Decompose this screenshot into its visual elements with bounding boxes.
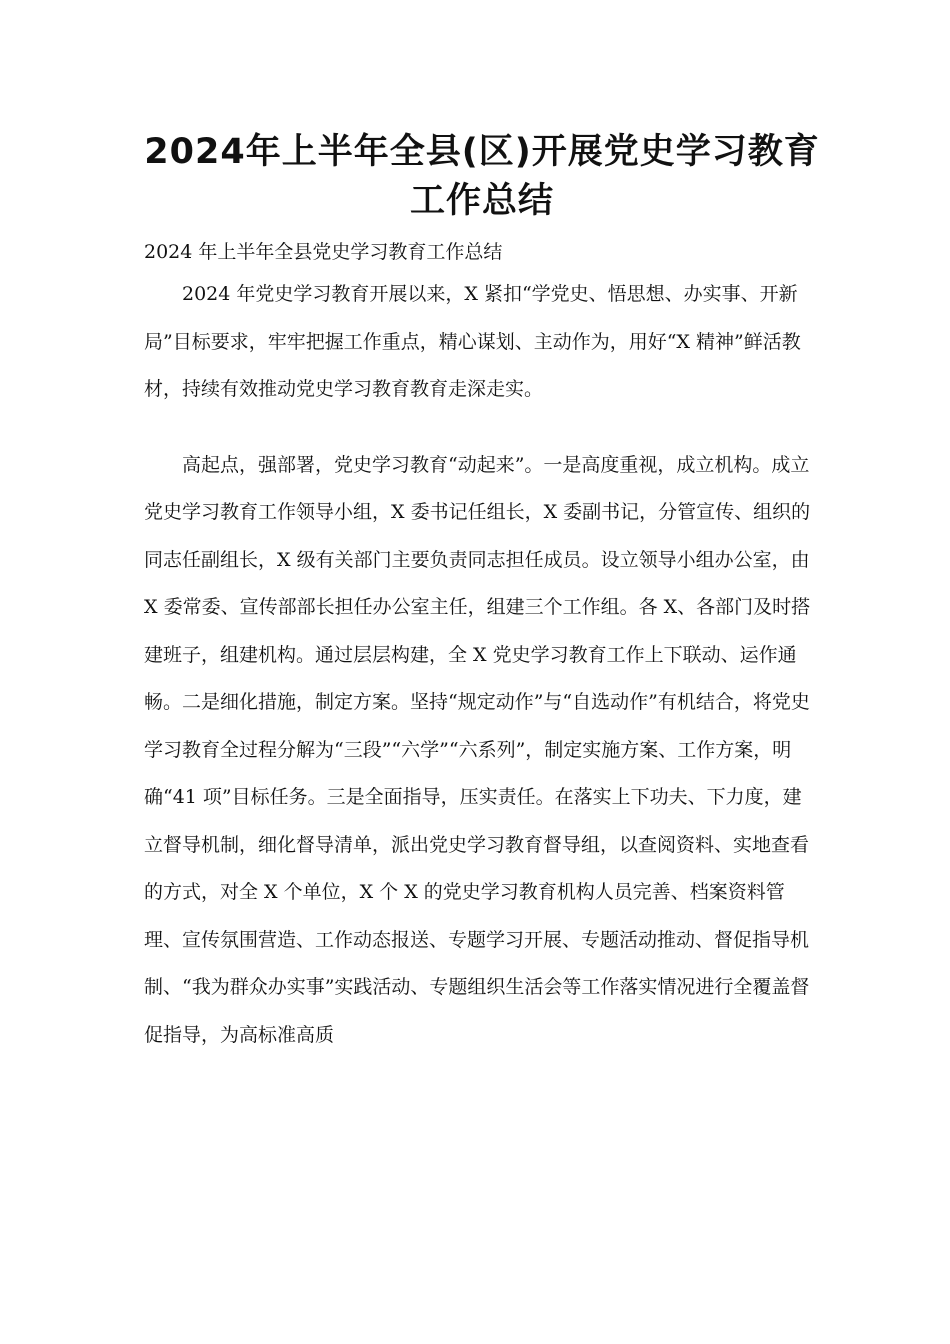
document-title: 2024年上半年全县(区)开展党史学习教育工作总结 xyxy=(144,132,820,221)
document-body xyxy=(144,271,820,1059)
paragraph-intro: 2024 年党史学习教育开展以来，X 紧扣“学党史、悟思想、办实事、开新局”目标要求，牢牢把握工作重点，精心谋划、主动作为，用好“X 精神”鲜活教材，持续有效推动党史学习教育教育走深走实。 xyxy=(144,283,801,400)
document-subtitle: 2024 年上半年全县党史学习教育工作总结 xyxy=(144,241,503,263)
paragraph-deployment: 高起点，强部署，党史学习教育“动起来”。一是高度重视，成立机构。成立党史学习教育工作领导小组，X 委书记任组长，X 委副书记，分管宣传、组织的同志任副组长，X 级有关部门主要负责同志担任成员。设立领导小组办公室，由 X 委常委、宣传部部长担任办公室主任，组建三个工作组。各 X、各部门及时搭建班子，组建机构。通过层层构建，全 X 党史学习教育工作上下联动、运作通畅。二是细化措施，制定方案。坚持“规定动作”与“自选动作”有机结合，将党史学习教育全过程分解为“三段”“六学”“六系列”，制定实施方案、工作方案，明确“41 项”目标任务。三是全面指导，压实责任。在落实上下功夫、下力度，建立督导机制，细化督导清单，派出党史学习教育督导组，以查阅资料、实地查看的方式，对全 X 个单位，X 个 X 的党史学习教育机构人员完善、档案资料管理、宣传氛围营造、工作动态报送、专题学习开展、专题活动推动、督促指导机制、“我为群众办实事”实践活动、专题组织生活会等工作落实情况进行全覆盖督促指导，为高标准高质 xyxy=(144,453,811,1046)
